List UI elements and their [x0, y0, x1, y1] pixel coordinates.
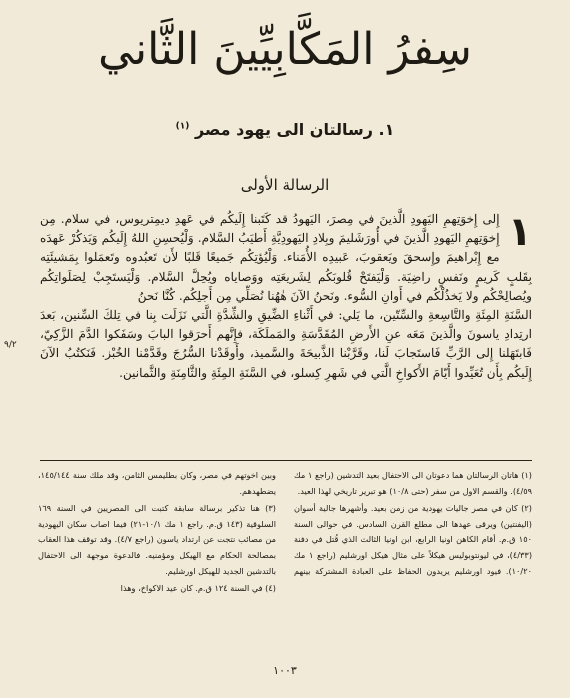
footnote: (٢) كان في مصر جاليات يهودية من زمن بعيد. وأشهرها جالية أسوان (اليفنتين) ويرقى عهدها الى مطلع القرن السادس. في حوالى السنة ١٥٠ ق.م. أقام الكاهن اونيا الرابع، ابن اونيا الثالث الذي قُتل في دفنة (٤/٣٣)، في ليونتوبوليس هيكلاً على مثال هيكل اورشليم (راجع ١ مك ١٠/٢٠). فيود اورشليم يريدون الحفاظ على العبادة المشتركة بينهم وبين اخوتهم في مصر، وكان بطليمس الثامن، وقد ملك سنة ١٤٥/١٤٤، يضطهدهم.	[38, 470, 533, 576]
footnote: (٣) هنا تذكير برسالة سابقة كتبت الى المصريين في السنة ١٦٩ السلوقية (١٤٣ ق.م. راجع ١ مك ١٠/١-٢١) فيما اصاب سكان اليهودية من مصائب نتجت عن ارتداد ياسون (راجع ٤/٧). وقد توقف هذا العقاب بمصالحة الحكام مع الهيكل ومؤمنيه. فالدعوة موجهة الى الاحتفال بالتدشين الجديد للهيكل اورشليم.	[38, 503, 276, 576]
chapter-footnote-mark: (١)	[175, 121, 190, 132]
verse-number: ١	[507, 209, 532, 255]
book-title: سِفرُ المَكَّابِيِّينَ الثَّاني	[98, 24, 472, 75]
footnote: (٤) في السنة ١٢٤ ق.م. كان عيد الاكواخ، وهذا	[120, 583, 276, 594]
body-paragraph: السَّنَةِ المِئَةِ والتَّاسِعةِ والسِّتّين، ما يَلي: في أَثْناءِ الضِّيقِ والشِّدَّةِ الَّتي نَزَلَت بِنا في تِلكَ السِّنين، بَعدَ ارتِدادِ ياسونَ والَّذينَ مَعَه عنِ الأَرضِ المُقَدَّسَةِ والمَملَكَة، فإِنَّهم أَحرَقوا البابَ وسَفَكوا الدَّمَ الزَّكِيّ، فَابتَهَلنا إِلى الرَّبِّ فَاستَجابَ لَنا، وقَرَّبْنا الذَّبيحَةَ والسَّميذ، وأَوقَدْنا السُّرُجَ وقَدَّمْنا الخُبْز. فَنَكتُبُ الآنَ إِلَيكُم بِأَن تُعَيِّدوا أَيّامَ الأَكواخِ الَّتي في شَهرِ كِسلو، في السَّنَةِ المِئَةِ والثَّامِنَةِ والثَّمانين.	[40, 308, 532, 380]
chapter-heading	[0, 120, 570, 139]
footnotes	[38, 468, 532, 597]
letter-title: الرسالة الأولى	[240, 176, 330, 194]
chapter-heading-text: ١. رسالتان الى يهود مصر	[194, 120, 395, 139]
body-text	[40, 210, 532, 383]
page-number: ١٠٠٣	[273, 664, 297, 677]
footnote-divider	[40, 460, 532, 461]
body-paragraph: إِلى إِخوَتِهمِ اليَهودِ الَّذينَ في مِصرَ، اليَهودُ قد كَتَبنا إِلَيكُم في عَهدِ ديمِتريوس، في سلام. مِن إِخوَتِهمِ اليَهودِ الَّذينَ في أُورَشَليمَ وبِلادِ اليَهودِيَّةِ أَطيَبُ السَّلام. وَلْيُحسِنِ اللهُ إِلَيكُم وَيَذكُرْ عَهدَه مع إِبْراهيمَ وإِسحقَ ويَعقوبَ، عَبيدِه الأُمَناء. وَلْيُؤتِكُم جَميعًا قَلبًا لأَن تَعبُدوه وتَعمَلوا بِمَشيئَتِه بِقَلبٍ كَريمٍ ونَفسٍ راضِيَة. وَلْيَفتَحْ قُلوبَكُم لِشَريعَتِه ووَصاياه ويُحِلَّ السَّلام. وَلْيَستَجِبْ لِصَلَواتِكُم ويُصالِحْكُم ولا يَخذُلْكُم في أَوانِ السُّوء. ونَحنُ الآنَ هٰهُنا نُصَلِّي مِن أَجلِكُم. كُنَّا نَحنُ	[40, 212, 532, 303]
margin-verse-reference: ٩/٢	[4, 340, 17, 350]
footnote: (١) هاتان الرسالتان هما دعوتان الى الاحتفال بعيد التدشين (راجع ١ مك ٤/٥٩). والقسم الاول من سفر (حتى ١٠/٨) هو تبرير تاريخي لهذا العيد.	[294, 470, 532, 496]
